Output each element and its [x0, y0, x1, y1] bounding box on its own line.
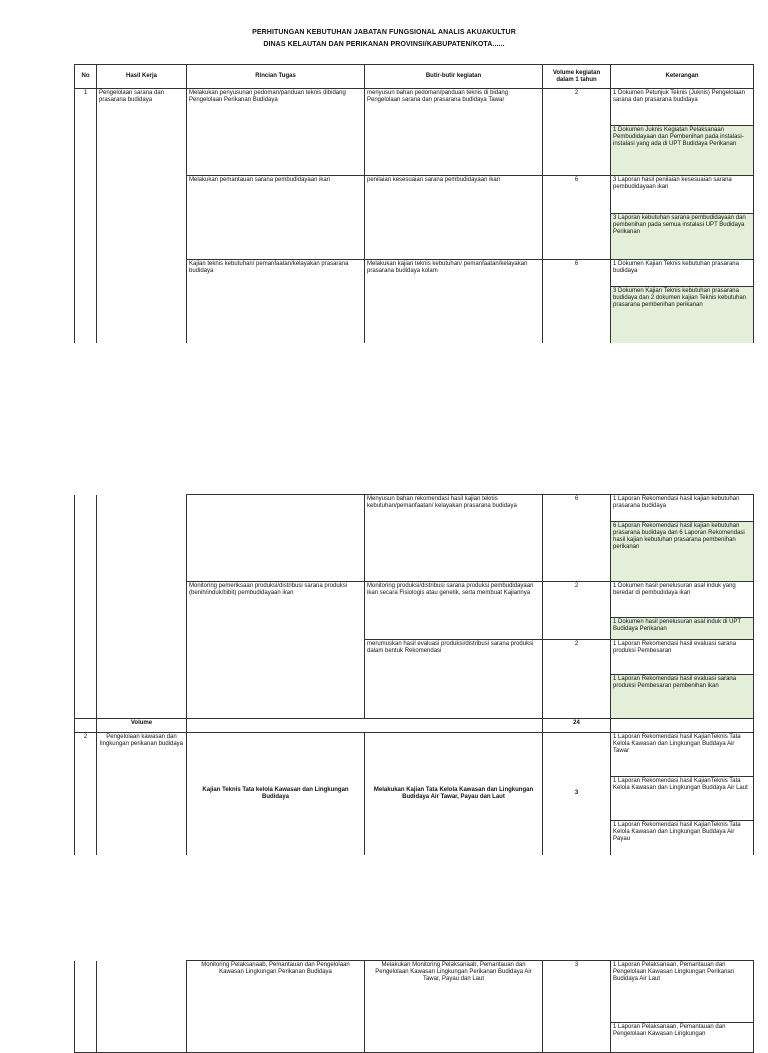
cell-butir: Monitoring produksi/distribusi sarana produksi pembudidayaan ikan secara Fisiologis atau genetik, serta membuat Kajiannya [365, 582, 543, 640]
cell-keterangan: 1 Dokumen Petunjuk Teknis (Juknis) Pengelolaan sarana dan prasarana budidaya [611, 89, 754, 126]
col-butir-kegiatan: Butir-butir kegiatan [365, 65, 543, 89]
cell-rincian: Monitoring Pelaksanaab, Pemantauan dan Pengelolaan Kawasan Lingkungan Perikanan Budidaya [187, 961, 365, 1053]
cell-no [75, 719, 97, 733]
volume-total: 24 [543, 719, 611, 733]
cell-hasil-kerja [97, 961, 187, 1053]
cell-empty [365, 719, 543, 733]
cell-butir: Melakukan kajian teknis kebutuhan/ pemanfaatan/kelayakan prasarana budidaya kolam [365, 260, 543, 343]
table-page-2 [74, 494, 754, 855]
cell-keterangan: 1 Laporan Pelaksanaan, Pemantauan dan Pengelolaan Kawasan Lingkungan Perikanan Budidaya Air Laut [611, 961, 754, 1023]
cell-volume: 3 [543, 961, 611, 1053]
cell-rincian: Kajian Teknis Tata kelola Kawasan dan Lingkungan Budidaya [187, 733, 365, 855]
table-page-1 [74, 64, 754, 343]
cell-keterangan: 1 Laporan Rekomendasi hasil KajianTeknis Tata Kelola Kawasan dan Lingkungan Buddaya Air Laut [611, 777, 754, 821]
cell-volume: 2 [543, 640, 611, 719]
cell-no [75, 961, 97, 1053]
cell-volume: 2 [543, 89, 611, 176]
cell-keterangan: 6 Laporan Rekomendasi hasil kajian kebutuhan prasarana budidaya dan 6 Laporan Rekomendasi hasil kajian kebutuhan prasarana pembenihan perikanan [611, 522, 754, 582]
cell-keterangan: 1 Dokumen Juknis Kegiatan Pelaksanaan Pembudidayaan dan Pembenihan pada instalasi-instalasi yang ada di UPT Budidaya Perikanan [611, 126, 754, 176]
cell-rincian: Monitoring pemeriksaan produksi/distribusi sarana produksi (benih/induk/bibit) pembudidayaan ikan [187, 582, 365, 719]
cell-volume: 6 [543, 176, 611, 260]
cell-keterangan: 3 Dokumen Kajian Teknis kebutuhan prasarana budidaya dan 2 dokumen kajian Teknis kebutuhan prasarana pembenihan perikanan [611, 287, 754, 343]
cell-hasil-kerja: Pengelolaan sarana dan prasarana budidaya [97, 89, 187, 343]
cell-butir: penilaian kesesuaian sarana pembudidayaan ikan [365, 176, 543, 260]
cell-butir: Melakukan Monitoring Pelaksanaab, Pemantauan dan Pengelolaan Kawasan Lingkungan Perikanan Budidaya Air Tawar, Payau dan Laut [365, 961, 543, 1053]
cell-keterangan: 1 Dokumen Kajian Teknis kebutuhan prasarana budidaya [611, 260, 754, 287]
col-no: No [75, 65, 97, 89]
table-row [75, 89, 754, 126]
cell-keterangan: 1 Laporan Rekomendasi hasil KajianTeknis Tata Kelola Kawasan dan Lingkungan Buddaya Air Tawar [611, 733, 754, 777]
cell-rincian: Melakukan penyusunan pedoman/panduan teknis dibidang Pengelolaan Perikanan Budidaya [187, 89, 365, 176]
volume-row [75, 719, 754, 733]
col-hasil-kerja: Hasil Kerja [97, 65, 187, 89]
cell-keterangan: 1 Laporan Rekomendasi hasil evaluasi sarana produksi Pembesaran pembenihan ikan [611, 675, 754, 719]
document-subtitle: DINAS KELAUTAN DAN PERIKANAN PROVINSI/KABUPATEN/KOTA...... [263, 41, 505, 48]
cell-keterangan: 1 Laporan Pelaksanaan, Pemantauan dan Pengelolaan Kawasan Lingkungan [611, 1023, 754, 1053]
table-row [75, 495, 754, 522]
cell-keterangan: 1 Dokumen hasil penelusuran asal induk di UPT Budidaya Perikanan [611, 618, 754, 640]
cell-butir: menyusun bahan pedoman/panduan teknis di bidang Pengelolaan sarana dan prasarana budidaya Tawar [365, 89, 543, 176]
cell-empty [611, 719, 754, 733]
cell-empty [187, 719, 365, 733]
cell-keterangan: 1 Laporan Rekomendasi hasil KajianTeknis Tata Kelola Kawasan dan Lingkungan Buddaya Air Payau [611, 821, 754, 855]
cell-volume: 2 [543, 582, 611, 640]
cell-no [75, 495, 97, 719]
table-row [75, 733, 754, 777]
table-page-3 [74, 960, 754, 1053]
table-row [75, 961, 754, 1023]
document-title: PERHITUNGAN KEBUTUHAN JABATAN FUNGSIONAL ANALIS AKUAKULTUR [252, 29, 516, 36]
cell-volume: 6 [543, 495, 611, 582]
col-rincian-tugas: Rincian Tugas [187, 65, 365, 89]
cell-hasil-kerja [97, 495, 187, 719]
col-volume: Volume kegiatan dalam 1 tahun [543, 65, 611, 89]
cell-volume: 3 [543, 733, 611, 855]
col-keterangan: Keterangan [611, 65, 754, 89]
volume-label: Volume [97, 719, 187, 733]
cell-keterangan: 1 Laporan Rekomendasi hasil kajian kebutuhan prasarana budidaya [611, 495, 754, 522]
cell-volume: 6 [543, 260, 611, 343]
table-header-row [75, 65, 754, 89]
cell-keterangan: 1 Dokumen hasil penelusuran asal induk yang beredar di pembudidaya ikan [611, 582, 754, 618]
cell-butir: merumuskan hasil evaluasi produksi/distribusi sarana produksi dalam bentuk Rekomendasi [365, 640, 543, 719]
cell-hasil-kerja: Pengelolaan kawasan dan lingkungan perikanan budidaya [97, 733, 187, 855]
cell-rincian: Kajian teknis kebutuhan/ pemanfaatan/kelayakan prasarana budidaya [187, 260, 365, 343]
cell-no: 2 [75, 733, 97, 855]
cell-butir: Melakukan Kajian Tata Kelola Kawasan dan Lingkungan Budidaya Air Tawar, Payau dan Laut [365, 733, 543, 855]
cell-keterangan: 3 Laporan hasil penilaian kesesuaian sarana pembudidayaan ikan [611, 176, 754, 214]
cell-keterangan: 3 Laporan kebutuhan sarana pembudidayaan dan pembenihan pada semua instalasi UPT Budidaya Perikanan [611, 214, 754, 260]
cell-no: 1 [75, 89, 97, 343]
cell-butir: Menyusun bahan rekomendasi hasil kajian teknis kebutuhan/pemanfaatan/ kelayakan prasarana budidaya [365, 495, 543, 582]
cell-rincian: Melakukan pemantauan sarana pembudidayaan ikan [187, 176, 365, 260]
cell-keterangan: 1 Laporan Rekomendasi hasil evaluasi sarana produksi Pembesaran [611, 640, 754, 675]
cell-rincian [187, 495, 365, 582]
